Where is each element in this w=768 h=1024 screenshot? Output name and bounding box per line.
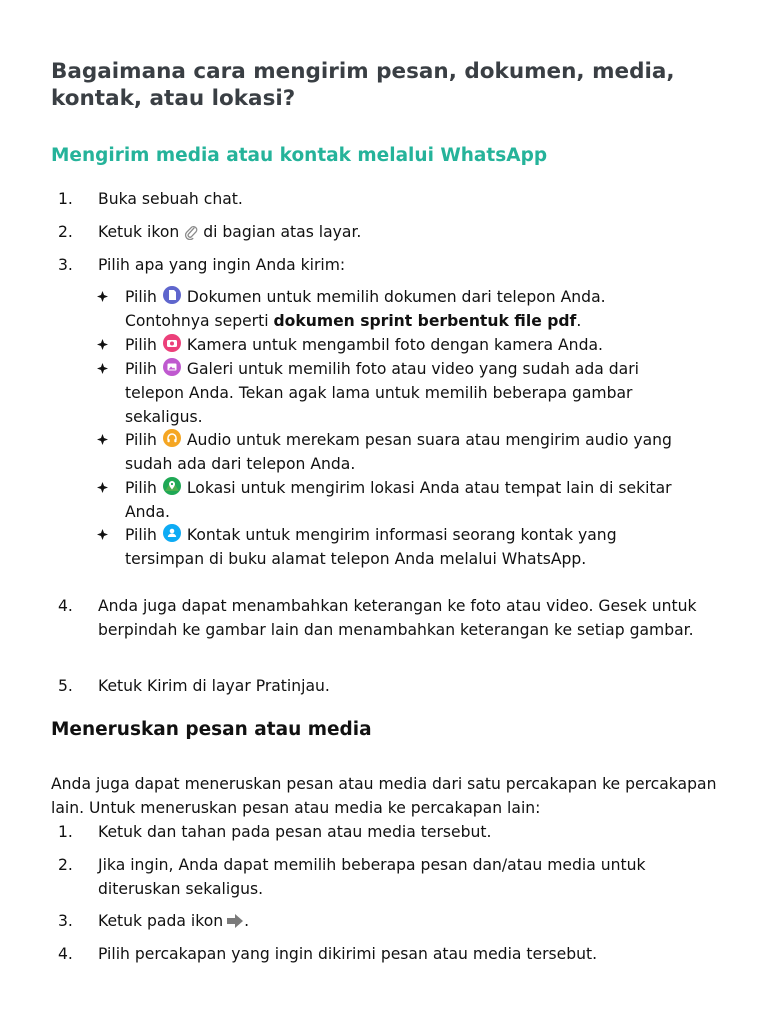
bullet-diamond-icon (97, 339, 108, 350)
paperclip-icon (184, 223, 198, 247)
document-page: Bagaimana cara mengirim pesan, dokumen, media, kontak, atau lokasi? Mengirim media atau kontak melalui WhatsApp 1. Buka sebuah chat. 2. Ketuk ikon di bagian atas layar. 3. Pilih apa yang ingin Anda kirim: Pilih Dokumen untuk memilih dokumen dari telepon Anda. Contohnya seperti dokumen sprint berbentuk file pdf. Pilih Kamera untuk mengambil foto dengan kamera Anda. Pilih Galeri untuk memilih foto atau video yang sudah ada dari telepon Anda. Tekan agak lama untuk memilih beberapa gambar sekaligus. Pilih Audio untuk merekam pesan suara atau mengirim audio yang sudah ada dari telepon Anda. Pilih Lokasi untuk mengirim lokasi Anda atau tempat lain di sekitar Anda. Pilih Kontak untuk mengirim informasi seorang kontak yang tersimpan di buku alamat telepon Anda melalui WhatsApp. 4. Anda juga dapat menambahkan keterangan ke foto atau video. Gesek untuk berpindah ke gambar lain dan menambahkan keterangan ke setiap gambar. 5. Ketuk Kirim di layar Pratinjau. Meneruskan pesan atau media Anda juga dapat meneruskan pesan atau media dari satu percakapan ke percakapan lain. Untuk meneruskan pesan atau media ke percakapan lain: 1. Ketuk dan tahan pada pesan atau media tersebut. 2. Jika ingin, Anda dapat memilih beberapa pesan dan/atau media untuk diteruskan sekaligus. 3. Ketuk pada ikon . 4. Pilih percakapan yang ingin dikirimi pesan atau media tersebut. (0, 0, 768, 1024)
location-icon (163, 477, 181, 495)
list-text: di bagian atas layar. (203, 223, 362, 241)
list-number: 2. (58, 223, 73, 241)
list-text: Pilih apa yang ingin Anda kirim: (98, 256, 346, 274)
gallery-icon (163, 358, 181, 376)
bullet-diamond-icon (97, 529, 108, 540)
section-heading-forward: Meneruskan pesan atau media (51, 719, 372, 740)
list-text: Pilih percakapan yang ingin dikirimi pesan atau media tersebut. (98, 945, 598, 963)
bullet-diamond-icon (97, 291, 108, 302)
list-number: 1. (58, 190, 73, 208)
intro-paragraph: Anda juga dapat meneruskan pesan atau media dari satu percakapan ke percakapan lain. Untuk meneruskan pesan atau media ke percakapan lain: (51, 775, 717, 817)
list-text: Ketuk ikon (98, 223, 180, 241)
bullet-diamond-icon (97, 363, 108, 374)
list-number: 3. (58, 912, 73, 930)
bullet-diamond-icon (97, 434, 108, 445)
contact-icon (163, 524, 181, 542)
list-text: Ketuk dan tahan pada pesan atau media tersebut. (98, 823, 492, 841)
bullet-diamond-icon (97, 482, 108, 493)
list-number: 4. (58, 597, 73, 615)
document-icon (163, 286, 181, 304)
list-text: Anda juga dapat menambahkan keterangan ke foto atau video. Gesek untuk berpindah ke gambar lain dan menambahkan keterangan ke setiap gambar. (98, 597, 697, 639)
list-text: . (244, 912, 250, 930)
audio-icon (163, 429, 181, 447)
section-heading-send-media: Mengirim media atau kontak melalui WhatsApp (51, 145, 548, 166)
forward-arrow-icon (226, 912, 244, 936)
list-number: 5. (58, 677, 73, 695)
list-number: 3. (58, 256, 73, 274)
list-text: Ketuk Kirim di layar Pratinjau. (98, 677, 330, 695)
list-number: 4. (58, 945, 73, 963)
list-text: Ketuk pada ikon (98, 912, 224, 930)
list-text: Buka sebuah chat. (98, 190, 243, 208)
camera-icon (163, 334, 181, 352)
page-title: Bagaimana cara mengirim pesan, dokumen, media, kontak, atau lokasi? (51, 59, 675, 111)
list-text: Jika ingin, Anda dapat memilih beberapa pesan dan/atau media untuk diteruskan sekaligus. (98, 856, 646, 898)
list-number: 2. (58, 856, 73, 874)
list-number: 1. (58, 823, 73, 841)
